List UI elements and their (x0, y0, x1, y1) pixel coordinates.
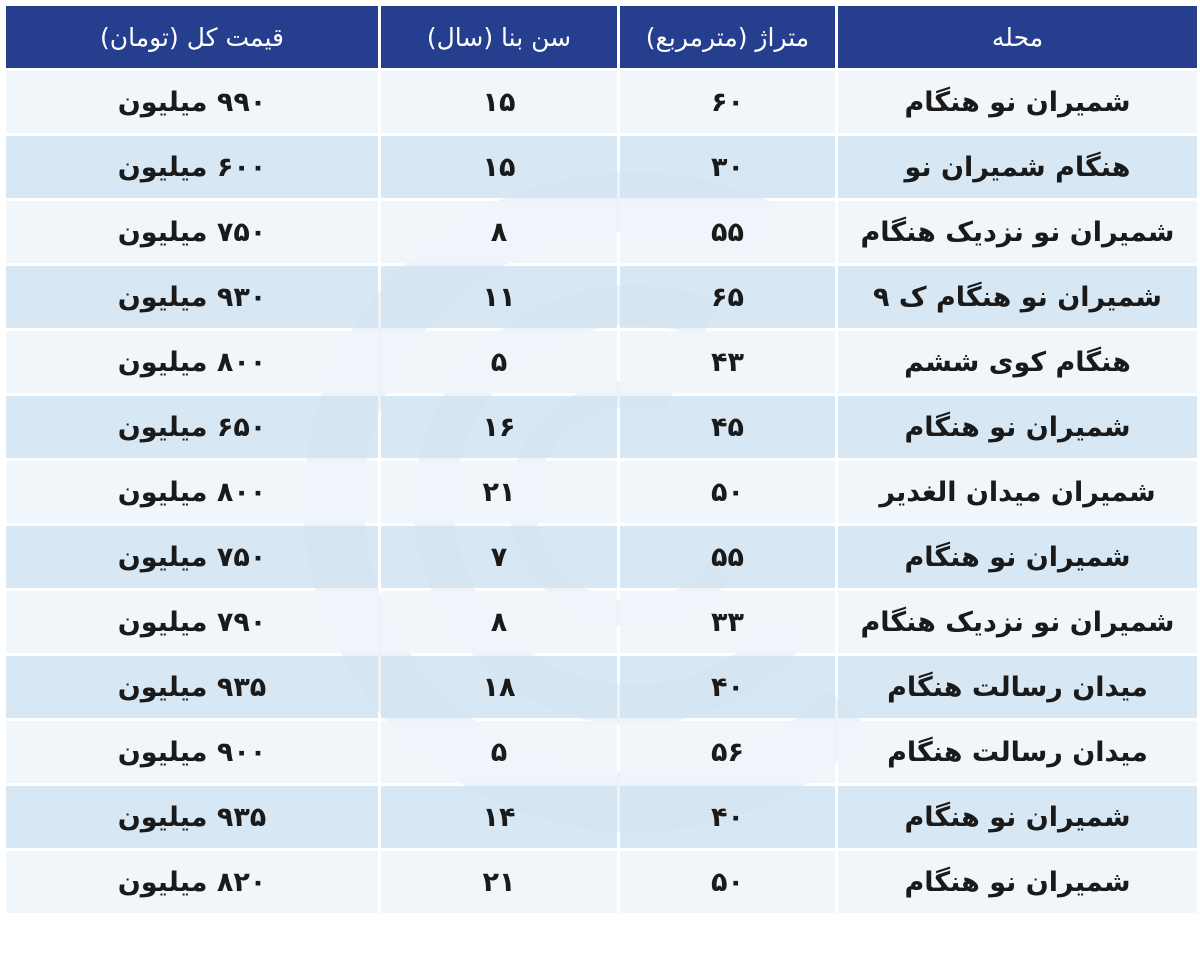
cell-price: ۷۵۰ میلیون (6, 526, 378, 588)
header-neighborhood: محله (838, 6, 1197, 68)
cell-area: ۵۰ (620, 461, 835, 523)
cell-neighborhood: شمیران نو هنگام (838, 786, 1197, 848)
table-row (6, 396, 1197, 458)
cell-neighborhood: شمیران نو هنگام (838, 71, 1197, 133)
listings-table (3, 3, 1200, 916)
cell-area: ۴۰ (620, 786, 835, 848)
cell-age: ۱۸ (381, 656, 617, 718)
cell-area: ۵۶ (620, 721, 835, 783)
table-row (6, 71, 1197, 133)
cell-price: ۹۳۵ میلیون (6, 656, 378, 718)
table-header-row (6, 6, 1197, 68)
cell-neighborhood: میدان رسالت هنگام (838, 656, 1197, 718)
table-row (6, 656, 1197, 718)
cell-age: ۱۴ (381, 786, 617, 848)
cell-price: ۸۰۰ میلیون (6, 461, 378, 523)
cell-price: ۸۰۰ میلیون (6, 331, 378, 393)
cell-area: ۴۵ (620, 396, 835, 458)
table-row (6, 591, 1197, 653)
table-row (6, 266, 1197, 328)
cell-area: ۵۵ (620, 526, 835, 588)
cell-price: ۷۵۰ میلیون (6, 201, 378, 263)
cell-neighborhood: شمیران میدان الغدیر (838, 461, 1197, 523)
cell-neighborhood: هنگام کوی ششم (838, 331, 1197, 393)
cell-neighborhood: شمیران نو هنگام (838, 851, 1197, 913)
table-row (6, 721, 1197, 783)
cell-neighborhood: شمیران نو نزدیک هنگام (838, 201, 1197, 263)
cell-price: ۸۲۰ میلیون (6, 851, 378, 913)
header-age: سن بنا (سال) (381, 6, 617, 68)
cell-price: ۶۵۰ میلیون (6, 396, 378, 458)
cell-age: ۸ (381, 591, 617, 653)
cell-age: ۱۵ (381, 71, 617, 133)
table-row (6, 786, 1197, 848)
cell-neighborhood: میدان رسالت هنگام (838, 721, 1197, 783)
cell-price: ۹۳۰ میلیون (6, 266, 378, 328)
cell-neighborhood: هنگام شمیران نو (838, 136, 1197, 198)
cell-neighborhood: شمیران نو نزدیک هنگام (838, 591, 1197, 653)
cell-area: ۶۵ (620, 266, 835, 328)
header-price: قیمت کل (تومان) (6, 6, 378, 68)
cell-price: ۹۹۰ میلیون (6, 71, 378, 133)
cell-age: ۱۱ (381, 266, 617, 328)
cell-age: ۵ (381, 331, 617, 393)
cell-neighborhood: شمیران نو هنگام ک ۹ (838, 266, 1197, 328)
cell-age: ۸ (381, 201, 617, 263)
table-row (6, 136, 1197, 198)
cell-neighborhood: شمیران نو هنگام (838, 396, 1197, 458)
cell-area: ۳۰ (620, 136, 835, 198)
table-row (6, 331, 1197, 393)
cell-price: ۷۹۰ میلیون (6, 591, 378, 653)
cell-age: ۲۱ (381, 851, 617, 913)
cell-age: ۷ (381, 526, 617, 588)
cell-area: ۳۳ (620, 591, 835, 653)
cell-price: ۹۳۵ میلیون (6, 786, 378, 848)
table-row (6, 201, 1197, 263)
header-area: متراژ (مترمربع) (620, 6, 835, 68)
cell-price: ۹۰۰ میلیون (6, 721, 378, 783)
cell-area: ۴۰ (620, 656, 835, 718)
table-row (6, 526, 1197, 588)
cell-age: ۵ (381, 721, 617, 783)
cell-neighborhood: شمیران نو هنگام (838, 526, 1197, 588)
table-row (6, 851, 1197, 913)
cell-price: ۶۰۰ میلیون (6, 136, 378, 198)
cell-area: ۶۰ (620, 71, 835, 133)
cell-area: ۵۵ (620, 201, 835, 263)
cell-age: ۱۶ (381, 396, 617, 458)
table-row (6, 461, 1197, 523)
cell-age: ۲۱ (381, 461, 617, 523)
cell-area: ۵۰ (620, 851, 835, 913)
cell-area: ۴۳ (620, 331, 835, 393)
cell-age: ۱۵ (381, 136, 617, 198)
